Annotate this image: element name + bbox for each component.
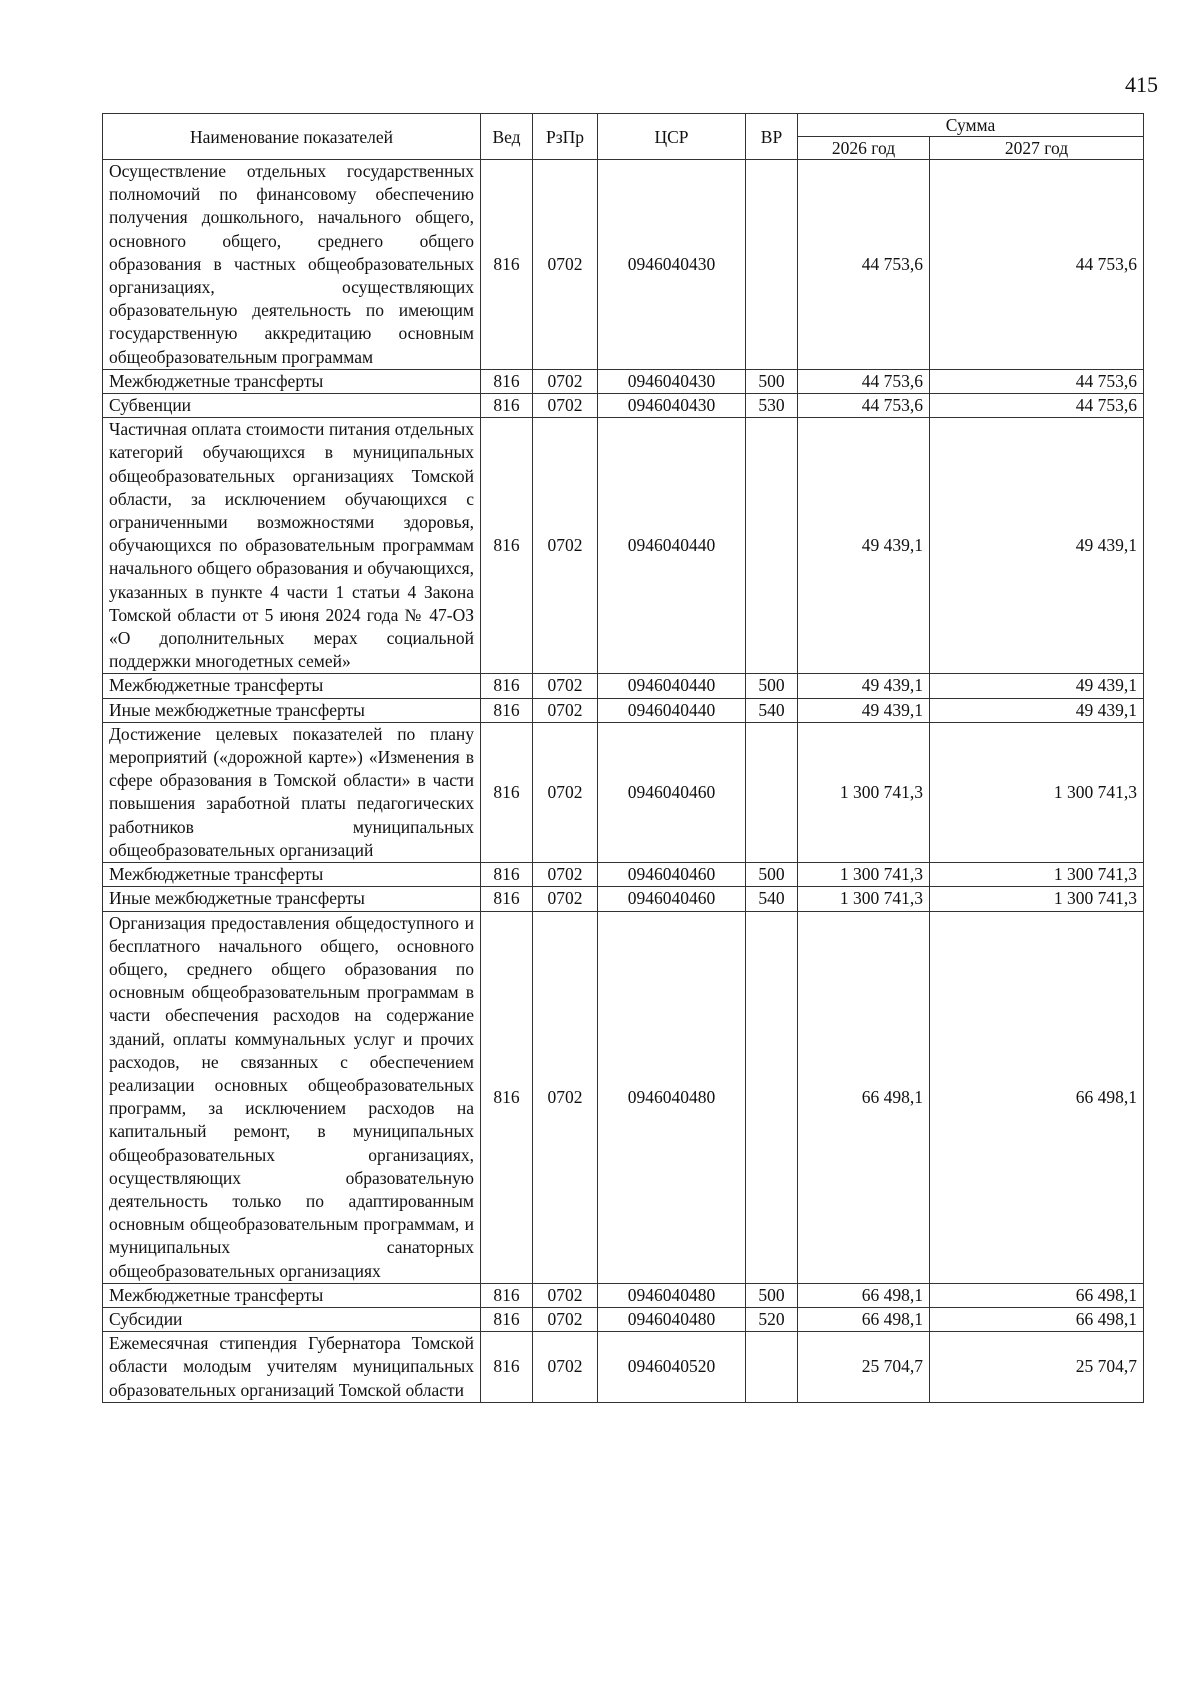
row-name: Иные межбюджетные трансферты (103, 698, 481, 722)
row-csr: 0946040460 (598, 887, 746, 911)
table-row (103, 722, 1144, 862)
row-ved: 816 (481, 1332, 533, 1403)
row-vr: 500 (746, 1283, 798, 1307)
row-vr: 500 (746, 369, 798, 393)
row-sum-2027: 49 439,1 (930, 698, 1144, 722)
row-sum-2026: 1 300 741,3 (798, 863, 930, 887)
row-rzpr: 0702 (533, 722, 598, 862)
row-name: Достижение целевых показателей по плану мероприятий («дорожной карте») «Изменения в сфере образования в Томской области» в части повышения заработной платы педагогических работников муниципальных общеобразовательных организаций (103, 722, 481, 862)
row-sum-2027: 66 498,1 (930, 1283, 1144, 1307)
row-ved: 816 (481, 698, 533, 722)
row-ved: 816 (481, 887, 533, 911)
row-sum-2026: 49 439,1 (798, 698, 930, 722)
table-row (103, 698, 1144, 722)
row-rzpr: 0702 (533, 1307, 598, 1331)
row-sum-2027: 66 498,1 (930, 1307, 1144, 1331)
row-name: Ежемесячная стипендия Губернатора Томской области молодым учителям муниципальных образовательных организаций Томской области (103, 1332, 481, 1403)
table-row (103, 369, 1144, 393)
header-csr: ЦСР (598, 114, 746, 160)
row-vr: 520 (746, 1307, 798, 1331)
row-csr: 0946040440 (598, 418, 746, 674)
row-ved: 816 (481, 394, 533, 418)
row-sum-2026: 25 704,7 (798, 1332, 930, 1403)
row-vr (746, 418, 798, 674)
row-csr: 0946040430 (598, 369, 746, 393)
row-sum-2027: 66 498,1 (930, 911, 1144, 1283)
header-name: Наименование показателей (103, 114, 481, 160)
row-sum-2026: 44 753,6 (798, 369, 930, 393)
row-vr: 500 (746, 674, 798, 698)
row-ved: 816 (481, 1283, 533, 1307)
row-sum-2026: 66 498,1 (798, 1283, 930, 1307)
row-csr: 0946040480 (598, 1307, 746, 1331)
row-ved: 816 (481, 863, 533, 887)
row-rzpr: 0702 (533, 394, 598, 418)
row-csr: 0946040480 (598, 1283, 746, 1307)
table-row (103, 911, 1144, 1283)
row-csr: 0946040460 (598, 722, 746, 862)
row-sum-2027: 44 753,6 (930, 369, 1144, 393)
table-row (103, 1307, 1144, 1331)
row-name: Осуществление отдельных государственных полномочий по финансовому обеспечению получения дошкольного, начального общего, основного общего, среднего общего образования в частных общеобразовательных организациях, осуществляющих образовательную деятельность по имеющим государственную аккредитацию основным общеобразовательным программам (103, 160, 481, 370)
row-csr: 0946040440 (598, 674, 746, 698)
row-sum-2027: 49 439,1 (930, 418, 1144, 674)
row-csr: 0946040480 (598, 911, 746, 1283)
row-rzpr: 0702 (533, 1332, 598, 1403)
table-row (103, 674, 1144, 698)
row-sum-2026: 44 753,6 (798, 394, 930, 418)
table-row (103, 418, 1144, 674)
row-ved: 816 (481, 418, 533, 674)
header-ved: Вед (481, 114, 533, 160)
row-vr (746, 911, 798, 1283)
row-sum-2026: 49 439,1 (798, 674, 930, 698)
header-rzpr: РзПр (533, 114, 598, 160)
row-rzpr: 0702 (533, 418, 598, 674)
row-ved: 816 (481, 369, 533, 393)
row-sum-2026: 66 498,1 (798, 1307, 930, 1331)
row-rzpr: 0702 (533, 698, 598, 722)
row-sum-2027: 44 753,6 (930, 394, 1144, 418)
page-number: 415 (1125, 72, 1158, 97)
row-csr: 0946040430 (598, 394, 746, 418)
row-vr: 530 (746, 394, 798, 418)
row-sum-2027: 1 300 741,3 (930, 887, 1144, 911)
row-sum-2026: 49 439,1 (798, 418, 930, 674)
row-name: Межбюджетные трансферты (103, 369, 481, 393)
table-header (103, 114, 1144, 160)
header-year-2026: 2026 год (798, 137, 930, 160)
row-sum-2027: 44 753,6 (930, 160, 1144, 370)
row-rzpr: 0702 (533, 887, 598, 911)
row-sum-2027: 1 300 741,3 (930, 722, 1144, 862)
table-row (103, 394, 1144, 418)
table-row (103, 887, 1144, 911)
row-rzpr: 0702 (533, 863, 598, 887)
row-sum-2026: 66 498,1 (798, 911, 930, 1283)
row-sum-2026: 1 300 741,3 (798, 887, 930, 911)
row-sum-2026: 44 753,6 (798, 160, 930, 370)
row-name: Иные межбюджетные трансферты (103, 887, 481, 911)
row-name: Межбюджетные трансферты (103, 1283, 481, 1307)
row-sum-2027: 25 704,7 (930, 1332, 1144, 1403)
row-ved: 816 (481, 722, 533, 862)
row-vr (746, 160, 798, 370)
row-name: Субсидии (103, 1307, 481, 1331)
table-row (103, 160, 1144, 370)
row-ved: 816 (481, 1307, 533, 1331)
table-row (103, 1283, 1144, 1307)
row-name: Частичная оплата стоимости питания отдельных категорий обучающихся в муниципальных общеобразовательных организациях Томской области, за исключением обучающихся с ограниченными возможностями здоровья, обучающихся по образовательным программам начального общего образования и обучающихся, указанных в пункте 4 части 1 статьи 4 Закона Томской области от 5 июня 2024 года № 47-ОЗ «О дополнительных мерах социальной поддержки многодетных семей» (103, 418, 481, 674)
row-csr: 0946040460 (598, 863, 746, 887)
table-row (103, 1332, 1144, 1403)
row-name: Субвенции (103, 394, 481, 418)
row-vr: 540 (746, 698, 798, 722)
table-body (103, 160, 1144, 1403)
row-vr (746, 722, 798, 862)
row-rzpr: 0702 (533, 160, 598, 370)
row-name: Межбюджетные трансферты (103, 674, 481, 698)
row-ved: 816 (481, 911, 533, 1283)
row-csr: 0946040440 (598, 698, 746, 722)
row-csr: 0946040430 (598, 160, 746, 370)
row-vr: 500 (746, 863, 798, 887)
table-row (103, 863, 1144, 887)
row-name: Межбюджетные трансферты (103, 863, 481, 887)
header-year-2027: 2027 год (930, 137, 1144, 160)
row-csr: 0946040520 (598, 1332, 746, 1403)
row-vr (746, 1332, 798, 1403)
header-sum: Сумма (798, 114, 1144, 137)
row-ved: 816 (481, 674, 533, 698)
row-vr: 540 (746, 887, 798, 911)
row-rzpr: 0702 (533, 911, 598, 1283)
header-vr: ВР (746, 114, 798, 160)
row-sum-2027: 1 300 741,3 (930, 863, 1144, 887)
row-name: Организация предоставления общедоступного и бесплатного начального общего, основного общего, среднего общего образования по основным общеобразовательным программам в части обеспечения расходов на содержание зданий, оплаты коммунальных услуг и прочих расходов, не связанных с обеспечением реализации основных общеобразовательных программ, за исключением расходов на капитальный ремонт, в муниципальных общеобразовательных организациях, осуществляющих образовательную деятельность только по адаптированным основным общеобразовательным программам, и муниципальных санаторных общеобразовательных организациях (103, 911, 481, 1283)
row-ved: 816 (481, 160, 533, 370)
row-sum-2026: 1 300 741,3 (798, 722, 930, 862)
budget-table (102, 113, 1144, 1403)
row-rzpr: 0702 (533, 1283, 598, 1307)
row-rzpr: 0702 (533, 369, 598, 393)
row-rzpr: 0702 (533, 674, 598, 698)
row-sum-2027: 49 439,1 (930, 674, 1144, 698)
